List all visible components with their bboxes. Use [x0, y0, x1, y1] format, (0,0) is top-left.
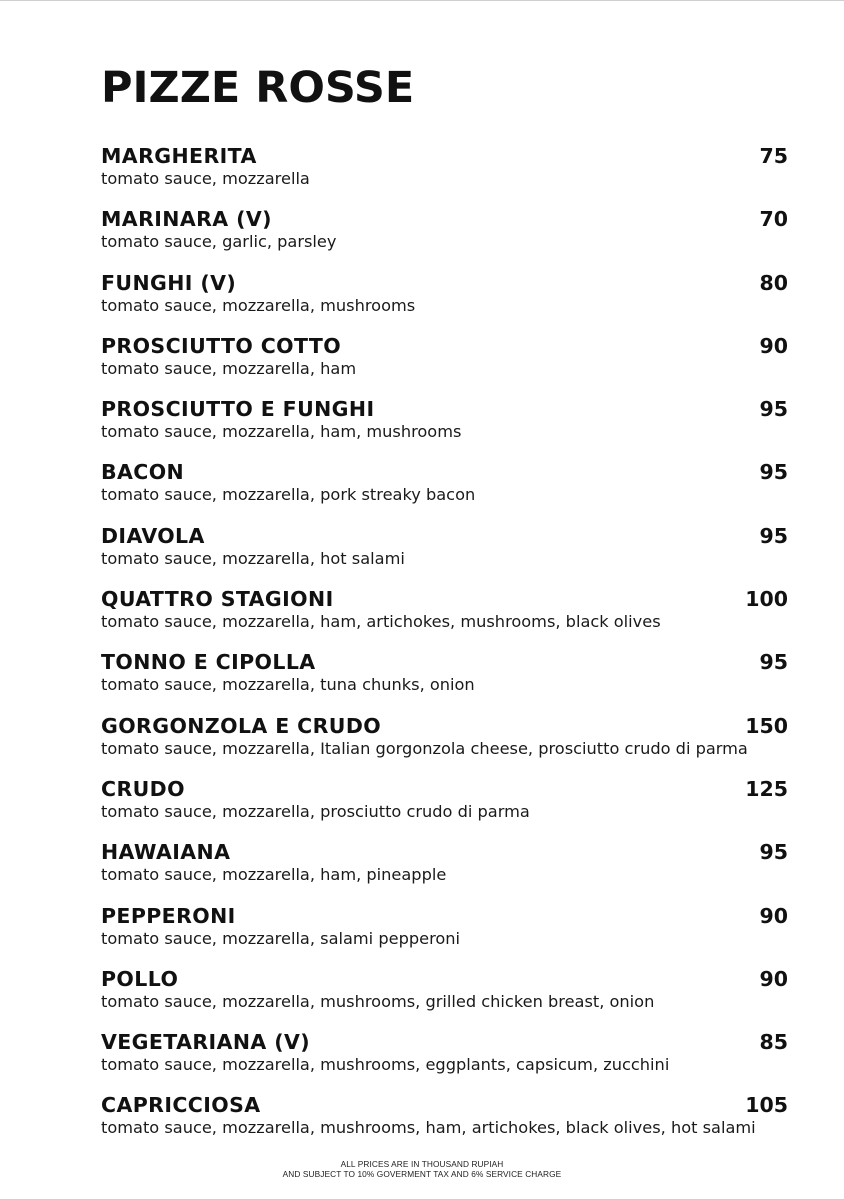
menu-item-description: tomato sauce, garlic, parsley — [101, 232, 337, 252]
menu-item — [101, 586, 789, 649]
menu-item — [101, 523, 789, 586]
menu-item-price: 125 — [745, 776, 788, 801]
menu-item-price: 100 — [745, 587, 788, 612]
menu-list — [101, 143, 789, 1156]
menu-item-description: tomato sauce, mozzarella, mushrooms, grilled chicken breast, onion — [101, 991, 655, 1011]
menu-item-description: tomato sauce, mozzarella, ham — [101, 358, 357, 378]
menu-item-description: tomato sauce, mozzarella, mushrooms, eggplants, capsicum, zucchini — [101, 1055, 670, 1075]
menu-item-name: HAWAIANA — [101, 840, 231, 865]
menu-item-name: POLLO — [101, 966, 179, 991]
menu-item — [101, 1092, 789, 1155]
menu-item-name: PROSCIUTTO E FUNGHI — [101, 397, 375, 422]
menu-item-description: tomato sauce, mozzarella, mushrooms, ham, artichokes, black olives, hot salami — [101, 1118, 756, 1138]
menu-item — [101, 776, 789, 839]
page-title: PIZZE ROSSE — [101, 63, 415, 113]
menu-item-name: VEGETARIANA (V) — [101, 1030, 310, 1055]
menu-item-name: MARGHERITA — [101, 144, 257, 168]
menu-item-name: MARINARA (V) — [101, 207, 272, 232]
menu-item-header — [101, 776, 789, 802]
menu-item-header — [101, 903, 789, 929]
menu-item-price: 80 — [759, 270, 788, 295]
menu-item — [101, 713, 789, 776]
menu-item-price: 90 — [759, 333, 788, 358]
menu-item-header — [101, 1092, 789, 1118]
menu-item-description: tomato sauce, mozzarella, mushrooms — [101, 295, 416, 315]
menu-item-header — [101, 206, 789, 232]
menu-item — [101, 839, 789, 902]
menu-item-header — [101, 966, 789, 992]
menu-item — [101, 649, 789, 712]
menu-item-description: tomato sauce, mozzarella, Italian gorgonzola cheese, prosciutto crudo di parma — [101, 738, 748, 758]
menu-item — [101, 206, 789, 269]
menu-item — [101, 396, 789, 459]
menu-item — [101, 903, 789, 966]
menu-item-name: QUATTRO STAGIONI — [101, 587, 334, 612]
menu-item-name: GORGONZOLA E CRUDO — [101, 713, 382, 738]
menu-item — [101, 270, 789, 333]
menu-item-description: tomato sauce, mozzarella — [101, 169, 310, 188]
disclaimer-line-1: ALL PRICES ARE IN THOUSAND RUPIAH — [340, 1159, 504, 1169]
menu-item-description: tomato sauce, mozzarella, ham, mushrooms — [101, 422, 462, 442]
menu-item-price: 95 — [759, 523, 788, 548]
menu-item-header — [101, 839, 789, 865]
menu-item-description: tomato sauce, mozzarella, salami pepperoni — [101, 928, 461, 948]
menu-item — [101, 333, 789, 396]
disclaimer-line-2: AND SUBJECT TO 10% GOVERMENT TAX AND 6% SERVICE CHARGE — [282, 1169, 562, 1179]
menu-item-name: PROSCIUTTO COTTO — [101, 333, 342, 358]
menu-item — [101, 143, 789, 206]
menu-item — [101, 1029, 789, 1092]
menu-item-price: 90 — [759, 903, 788, 928]
menu-item-price: 95 — [759, 397, 788, 422]
menu-item-header — [101, 333, 789, 359]
price-disclaimer — [0, 1159, 844, 1179]
menu-item-header — [101, 396, 789, 422]
menu-item-header — [101, 459, 789, 485]
menu-item-header — [101, 649, 789, 675]
menu-item-price: 95 — [759, 650, 788, 675]
menu-item-name: CAPRICCIOSA — [101, 1093, 261, 1118]
menu-item-description: tomato sauce, mozzarella, pork streaky bacon — [101, 485, 476, 505]
menu-item-price: 95 — [759, 460, 788, 485]
menu-item-description: tomato sauce, mozzarella, ham, pineapple — [101, 865, 447, 885]
menu-item-name: TONNO E CIPOLLA — [101, 650, 316, 675]
menu-item-name: PEPPERONI — [101, 903, 236, 928]
menu-item-header — [101, 1029, 789, 1055]
menu-item-price: 95 — [759, 840, 788, 865]
menu-item-price: 150 — [745, 713, 788, 738]
menu-item — [101, 459, 789, 522]
menu-item-price: 85 — [759, 1030, 788, 1055]
menu-item-header — [101, 143, 789, 169]
menu-item-description: tomato sauce, mozzarella, ham, artichokes, mushrooms, black olives — [101, 612, 661, 632]
menu-item-header — [101, 270, 789, 296]
menu-item-description: tomato sauce, mozzarella, hot salami — [101, 548, 405, 568]
menu-item-name: DIAVOLA — [101, 523, 205, 548]
menu-item-name: CRUDO — [101, 776, 185, 801]
menu-item-header — [101, 523, 789, 549]
menu-item-header — [101, 586, 789, 612]
menu-item-price: 105 — [745, 1093, 788, 1118]
menu-item-price: 75 — [759, 144, 788, 168]
menu-item-header — [101, 713, 789, 739]
menu-item — [101, 966, 789, 1029]
menu-item-name: FUNGHI (V) — [101, 270, 237, 295]
menu-item-name: BACON — [101, 460, 185, 485]
menu-item-description: tomato sauce, mozzarella, prosciutto crudo di parma — [101, 801, 530, 821]
menu-item-price: 70 — [759, 207, 788, 232]
menu-item-description: tomato sauce, mozzarella, tuna chunks, onion — [101, 675, 475, 695]
menu-item-price: 90 — [759, 966, 788, 991]
